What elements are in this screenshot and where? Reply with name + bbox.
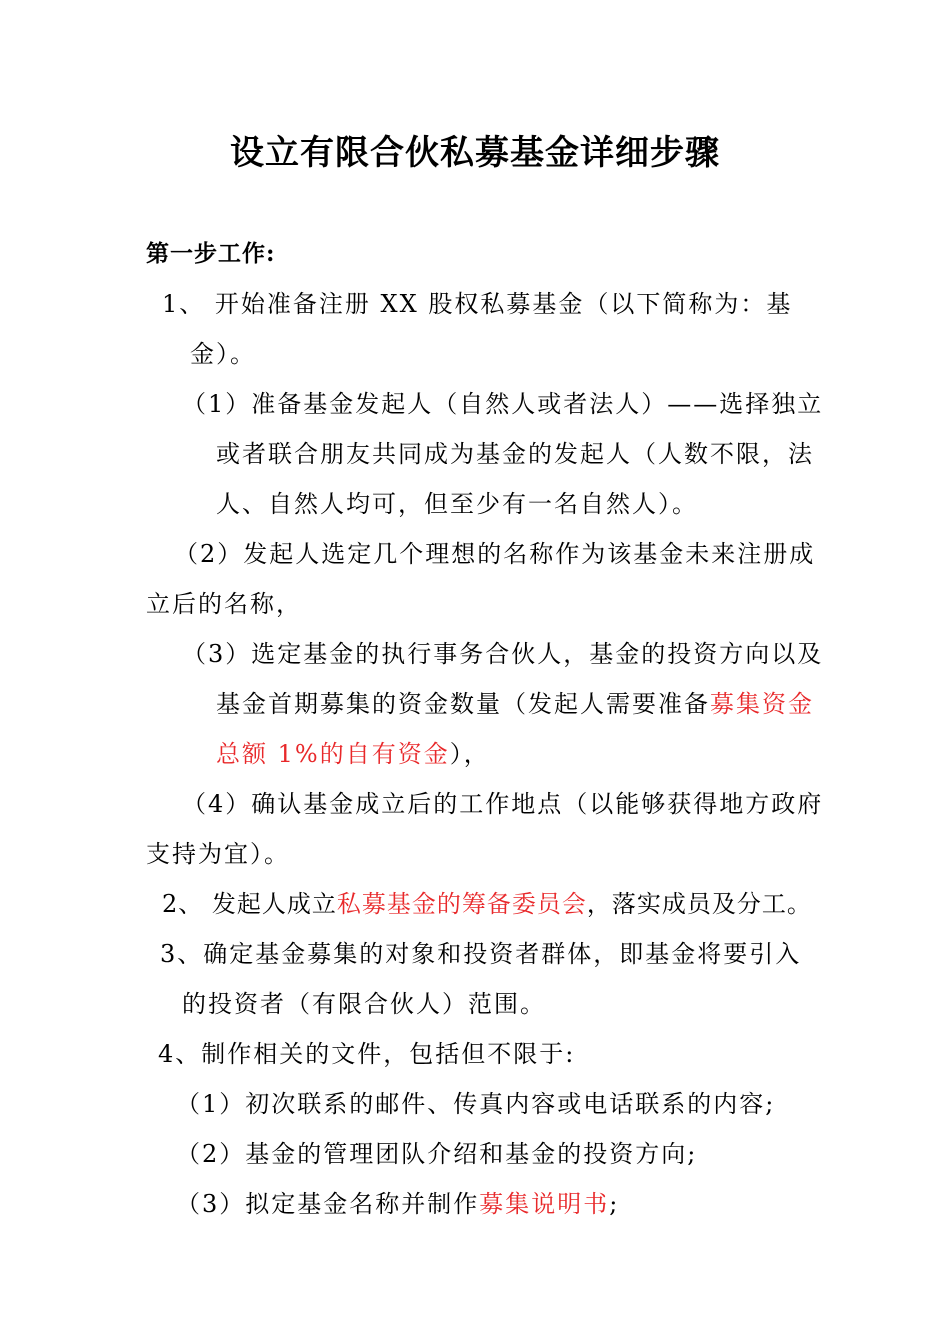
item1-1-line1: （1）准备基金发起人（自然人或者法人）——选择独立 — [182, 390, 824, 418]
step1-heading: 第一步工作: — [146, 240, 276, 267]
item1-3-line2 — [216, 688, 814, 720]
item1-3-line3 — [216, 738, 490, 770]
item1-3-line3-text: ）， — [449, 740, 490, 768]
item2-line — [162, 888, 812, 920]
item1-2-line1: （2）发起人选定几个理想的名称作为该基金未来注册成 — [174, 540, 816, 568]
item1-4-line2: 支持为宜）。 — [146, 840, 290, 868]
item1-1-line2: 或者联合朋友共同成为基金的发起人（人数不限，法 — [216, 440, 814, 468]
item1-3-line2-highlight: 募集资金 — [710, 690, 814, 718]
item4-line1: 4、制作相关的文件，包括但不限于: — [158, 1040, 576, 1068]
item2-suffix: ，落实成员及分工。 — [586, 890, 812, 918]
item1-4-line1: （4）确认基金成立后的工作地点（以能够获得地方政府 — [182, 790, 824, 818]
item3-line2: 的投资者（有限合伙人）范围。 — [182, 990, 546, 1018]
item4-3-prefix: （3）拟定基金名称并制作 — [176, 1190, 480, 1218]
item4-3-suffix: ; — [609, 1190, 620, 1218]
item1-line2: 金）。 — [190, 340, 256, 368]
item4-1-line: （1）初次联系的邮件、传真内容或电话联系的内容; — [176, 1090, 776, 1118]
item1-line1: 1、 开始准备注册 XX 股权私募基金（以下简称为：基 — [162, 290, 793, 318]
item1-1-line3: 人、自然人均可，但至少有一名自然人）。 — [216, 490, 698, 518]
item3-line1: 3、确定基金募集的对象和投资者群体，即基金将要引入 — [160, 940, 802, 968]
item1-3-line2-text: 基金首期募集的资金数量（发起人需要准备 — [216, 690, 710, 718]
item4-2-line: （2）基金的管理团队介绍和基金的投资方向; — [176, 1140, 698, 1168]
item4-3-highlight: 募集说明书 — [479, 1190, 610, 1218]
document-title: 设立有限合伙私募基金详细步骤 — [230, 133, 720, 173]
item2-prefix: 2、 发起人成立 — [162, 890, 337, 918]
item1-2-line2: 立后的名称， — [146, 590, 302, 618]
item2-highlight: 私募基金的筹备委员会 — [336, 890, 587, 918]
item1-3-line3-highlight: 总额 1%的自有资金 — [216, 740, 450, 768]
item4-3-line — [176, 1188, 619, 1220]
item1-3-line1: （3）选定基金的执行事务合伙人，基金的投资方向以及 — [182, 640, 824, 668]
